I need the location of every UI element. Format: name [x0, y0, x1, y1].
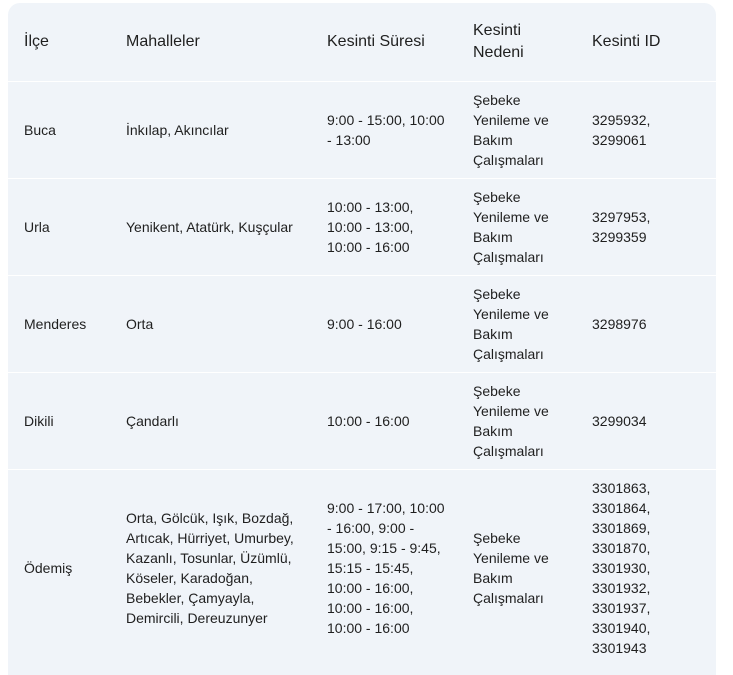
cell-reason: Şebeke Yenileme ve Bakım Çalışmaları — [473, 188, 549, 265]
cell-duration: 10:00 - 13:00, 10:00 - 13:00, 10:00 - 16:00 — [327, 198, 414, 255]
table-row — [8, 469, 716, 666]
cell-duration: 9:00 - 17:00, 10:00 - 16:00, 9:00 - 15:00, 9:15 - 9:45, 15:15 - 15:45, 10:00 - 16:00, 10:00 - 16:00, 10:00 - 16:00 — [327, 499, 445, 636]
table-row — [8, 372, 716, 469]
table-body — [8, 81, 716, 666]
cell-duration: 10:00 - 16:00 — [327, 412, 410, 429]
table-row — [8, 81, 716, 178]
cell-district: Urla — [24, 218, 50, 235]
cell-neighborhoods: Yenikent, Atatürk, Kuşçular — [126, 218, 293, 235]
cell-outage-id: 3301863, 3301864, 3301869, 3301870, 3301930, 3301932, 3301937, 3301940, 3301943 — [592, 479, 651, 656]
cell-outage-id: 3299034 — [592, 412, 647, 429]
cell-reason: Şebeke Yenileme ve Bakım Çalışmaları — [473, 382, 549, 459]
cell-district: Menderes — [24, 315, 87, 332]
header-neighborhoods: Mahalleler — [126, 32, 200, 50]
cell-district: Ödemiş — [24, 559, 73, 576]
header-duration: Kesinti Süresi — [327, 32, 425, 50]
cell-outage-id: 3298976 — [592, 315, 647, 332]
table-row — [8, 178, 716, 275]
cell-neighborhoods: Orta, Gölcük, Işık, Bozdağ, Artıcak, Hürriyet, Umurbey, Kazanlı, Tosunlar, Üzümlü, Köseler, Karadoğan, Bebekler, Çamyayla, Demircili, Dereuzunyer — [126, 509, 294, 626]
cell-reason: Şebeke Yenileme ve Bakım Çalışmaları — [473, 91, 549, 168]
header-district: İlçe — [24, 32, 49, 50]
header-outage-id: Kesinti ID — [592, 32, 661, 50]
table-row — [8, 275, 716, 372]
header-reason: Kesinti Nedeni — [473, 21, 524, 61]
cell-reason: Şebeke Yenileme ve Bakım Çalışmaları — [473, 529, 549, 606]
cell-neighborhoods: Orta — [126, 315, 154, 332]
cell-reason: Şebeke Yenileme ve Bakım Çalışmaları — [473, 285, 549, 362]
cell-duration: 9:00 - 16:00 — [327, 315, 402, 332]
cell-district: Dikili — [24, 412, 54, 429]
cell-neighborhoods: İnkılap, Akıncılar — [126, 121, 229, 138]
cell-outage-id: 3295932, 3299061 — [592, 111, 651, 148]
outage-table — [8, 3, 716, 666]
cell-district: Buca — [24, 121, 56, 138]
cell-duration: 9:00 - 15:00, 10:00 - 13:00 — [327, 111, 445, 148]
outage-table-container — [8, 3, 716, 675]
table-header — [8, 3, 716, 81]
cell-neighborhoods: Çandarlı — [126, 412, 179, 429]
header-row — [8, 3, 716, 81]
cell-outage-id: 3297953, 3299359 — [592, 208, 651, 245]
